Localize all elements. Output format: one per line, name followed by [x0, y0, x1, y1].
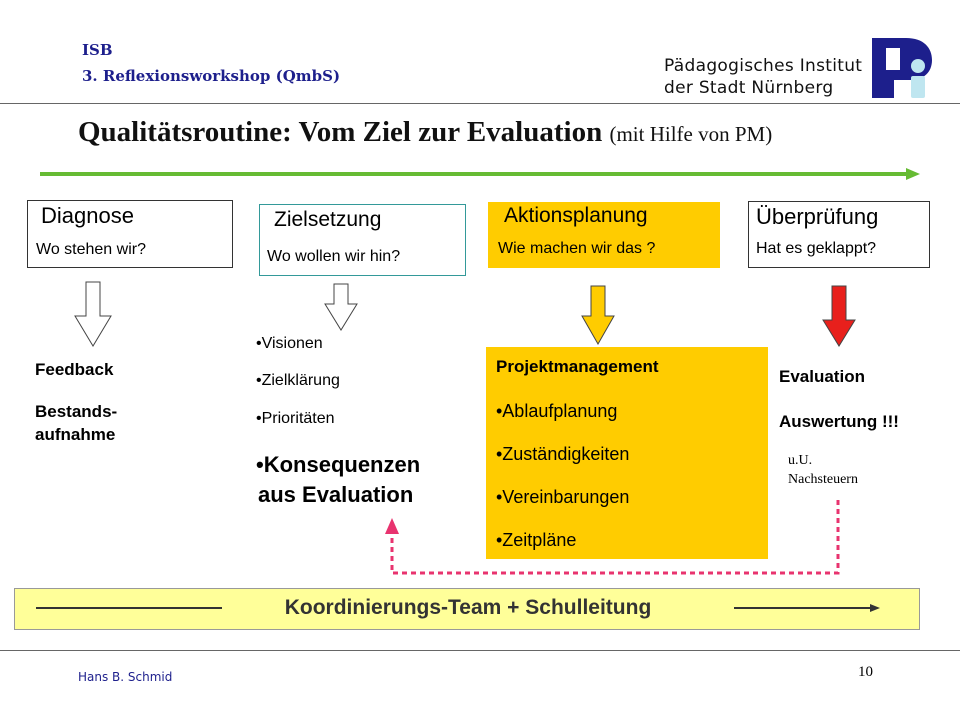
auswertung-label: Auswertung !!!: [779, 412, 899, 431]
diagnose-bestands: Bestands-: [35, 402, 118, 421]
bullet-konsequenzen-cont: aus Evaluation: [258, 482, 414, 507]
title-sub: (mit Hilfe von PM): [609, 122, 773, 146]
stage-ueberpruefung-question: Hat es geklappt?: [756, 240, 877, 257]
diagnose-feedback: Feedback: [35, 360, 114, 379]
header-org: ISB: [82, 41, 113, 59]
stage-diagnose-title: Diagnose: [41, 203, 134, 228]
footer-author: Hans B. Schmid: [78, 670, 173, 684]
bullet-prioritaeten: •Prioritäten: [256, 410, 335, 427]
koordinierung-arrowhead-icon: [870, 604, 880, 612]
pm-item-ablaufplanung: •Ablaufplanung: [496, 401, 618, 421]
bullet-visionen: •Visionen: [256, 335, 323, 352]
nachsteuern-note-1: u.U.: [788, 453, 813, 468]
institute-name-line1: Pädagogisches Institut: [664, 56, 863, 76]
stage-ueberpruefung-title: Überprüfung: [756, 204, 879, 229]
evaluation-label: Evaluation: [779, 367, 865, 386]
pm-item-zeitplaene: •Zeitpläne: [496, 530, 577, 550]
stage-aktionsplanung-title: Aktionsplanung: [504, 204, 648, 227]
header-workshop: 3. Reflexionsworkshop (QmbS): [82, 67, 341, 85]
projektmanagement-title: Projektmanagement: [496, 357, 659, 376]
title-main: Qualitätsroutine: Vom Ziel zur Evaluation: [78, 116, 603, 148]
pm-item-vereinbarungen: •Vereinbarungen: [496, 487, 630, 507]
koordinierung-label: Koordinierungs-Team + Schulleitung: [284, 596, 652, 619]
institute-name-line2: der Stadt Nürnberg: [664, 78, 834, 98]
pm-item-zustaendigkeiten: •Zuständigkeiten: [496, 444, 630, 464]
stage-diagnose-question: Wo stehen wir?: [36, 241, 146, 258]
diagnose-aufnahme: aufnahme: [35, 425, 116, 444]
footer-divider: [0, 650, 960, 651]
bullet-zielklaerung: •Zielklärung: [256, 372, 340, 389]
bullet-konsequenzen: •Konsequenzen: [256, 452, 421, 477]
stage-aktionsplanung-question: Wie machen wir das ?: [498, 240, 656, 257]
nachsteuern-note-2: Nachsteuern: [788, 472, 858, 487]
stage-zielsetzung-title: Zielsetzung: [274, 208, 382, 231]
page-number: 10: [858, 664, 873, 680]
stage-zielsetzung-question: Wo wollen wir hin?: [267, 248, 401, 265]
